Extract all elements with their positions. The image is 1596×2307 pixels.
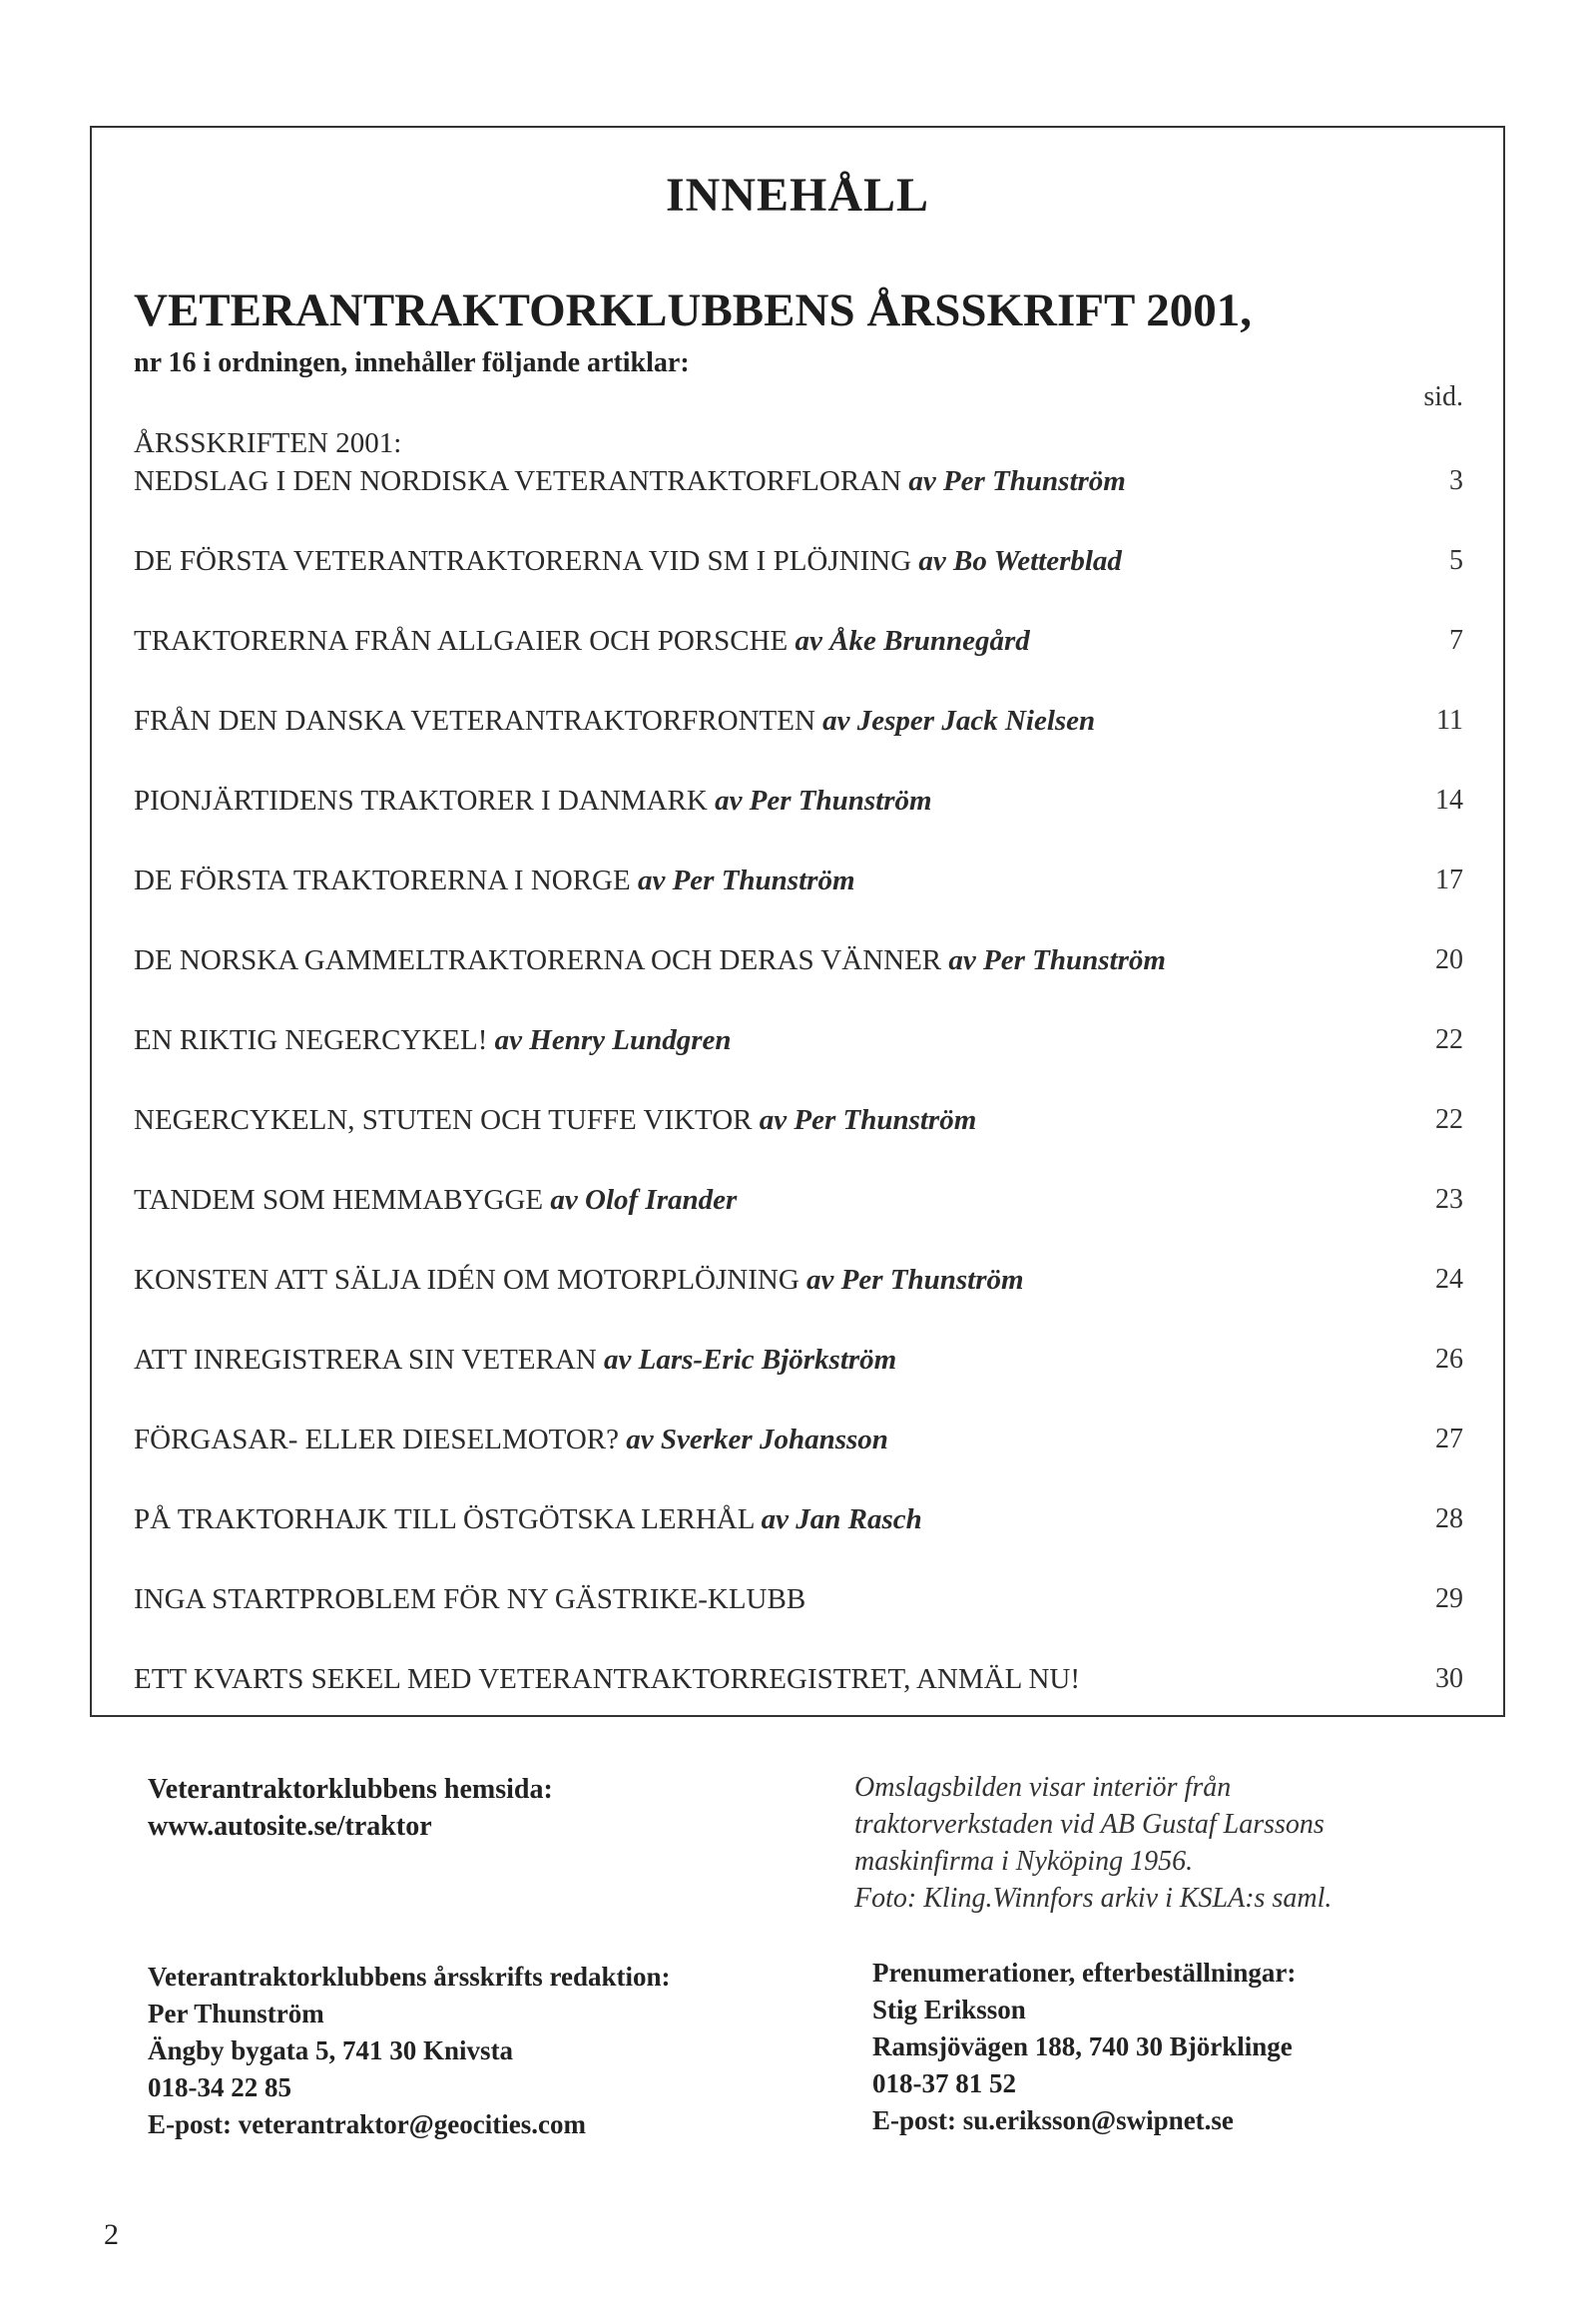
toc-entry xyxy=(134,1583,1463,1627)
toc-entry xyxy=(134,1424,1463,1467)
toc-entry-author: av Per Thunström xyxy=(806,1264,1024,1296)
cover-caption-line: Omslagsbilden visar interiör från xyxy=(854,1772,1232,1803)
toc-entry-text: TRAKTORERNA FRÅN ALLGAIER OCH PORSCHE xyxy=(134,625,789,657)
toc-entry-title xyxy=(134,1503,922,1536)
toc-entry xyxy=(134,1663,1463,1707)
toc-entry-text: TANDEM SOM HEMMABYGGE xyxy=(134,1184,544,1216)
toc-entry xyxy=(134,944,1463,988)
subscriptions-address: Ramsjövägen 188, 740 30 Björklinge xyxy=(872,2031,1293,2061)
subscriptions-label: Prenumerationer, efterbeställningar: xyxy=(872,1958,1297,1988)
toc-entry-text: PÅ TRAKTORHAJK TILL ÖSTGÖTSKA LERHÅL xyxy=(134,1503,755,1535)
toc-entry-text: FÖRGASAR- ELLER DIESELMOTOR? xyxy=(134,1424,620,1455)
toc-entry-author: av Per Thunström xyxy=(908,465,1126,497)
toc-entry-page: 14 xyxy=(1435,785,1463,816)
editorial-phone: 018-34 22 85 xyxy=(148,2072,291,2102)
toc-entry xyxy=(134,545,1463,589)
toc-entry-text: INGA STARTPROBLEM FÖR NY GÄSTRIKE-KLUBB xyxy=(134,1583,806,1615)
toc-entry-text: DE FÖRSTA VETERANTRAKTORERNA VID SM I PLÖJNING xyxy=(134,545,912,577)
subscriptions-email[interactable]: E-post: su.eriksson@swipnet.se xyxy=(872,2105,1234,2135)
cover-caption-line: traktorverkstaden vid AB Gustaf Larssons xyxy=(854,1809,1325,1840)
editorial-address: Ängby bygata 5, 741 30 Knivsta xyxy=(148,2035,514,2065)
toc-entry xyxy=(134,705,1463,749)
table-of-contents-box xyxy=(90,126,1505,1717)
toc-entry-text: EN RIKTIG NEGERCYKEL! xyxy=(134,1024,488,1056)
toc-entry-page: 11 xyxy=(1436,705,1463,736)
toc-entry xyxy=(134,1104,1463,1148)
toc-entry xyxy=(134,625,1463,669)
page-number: 2 xyxy=(104,2218,119,2251)
publication-intro: nr 16 i ordningen, innehåller följande artiklar: xyxy=(134,347,690,378)
toc-entry-title xyxy=(134,1424,888,1456)
editorial-contact xyxy=(148,1959,671,2143)
toc-entry-page: 3 xyxy=(1449,465,1463,496)
toc-entry-title xyxy=(134,625,1030,658)
toc-entry-prefix: ÅRSSKRIFTEN 2001: xyxy=(134,427,402,459)
toc-entry-title xyxy=(134,1583,805,1616)
toc-entry-page: 29 xyxy=(1435,1583,1463,1614)
toc-entry-text: KONSTEN ATT SÄLJA IDÉN OM MOTORPLÖJNING xyxy=(134,1264,799,1296)
toc-entry-author: av Lars-Eric Björkström xyxy=(604,1344,897,1376)
toc-entry xyxy=(134,1184,1463,1228)
toc-entry-author: av Jesper Jack Nielsen xyxy=(822,705,1096,737)
toc-entry-title xyxy=(134,1184,737,1217)
toc-entry-author: av Per Thunström xyxy=(637,865,855,896)
toc-entry-page: 22 xyxy=(1435,1024,1463,1055)
toc-entry-title xyxy=(134,1344,896,1377)
toc-entry-text: NEGERCYKELN, STUTEN OCH TUFFE VIKTOR xyxy=(134,1104,753,1136)
page-column-label: sid. xyxy=(1423,381,1463,412)
toc-entry-text: DE NORSKA GAMMELTRAKTORERNA OCH DERAS VÄNNER xyxy=(134,944,942,976)
homepage-label: Veterantraktorklubbens hemsida: xyxy=(148,1774,553,1805)
toc-entry-author: av Åke Brunnegård xyxy=(795,625,1030,657)
homepage-url[interactable]: www.autosite.se/traktor xyxy=(148,1811,432,1842)
toc-entry-page: 17 xyxy=(1435,865,1463,895)
toc-entry-author: av Per Thunström xyxy=(715,785,932,817)
subscriptions-name: Stig Eriksson xyxy=(872,1995,1026,2024)
toc-entry-text: DE FÖRSTA TRAKTORERNA I NORGE xyxy=(134,865,631,896)
toc-entry-text: NEDSLAG I DEN NORDISKA VETERANTRAKTORFLORAN xyxy=(134,465,902,497)
toc-entry-author: av Olof Irander xyxy=(550,1184,738,1216)
cover-caption xyxy=(854,1769,1331,1917)
editorial-email[interactable]: E-post: veterantraktor@geocities.com xyxy=(148,2109,586,2139)
toc-entry-title xyxy=(134,1663,1080,1696)
page-title: INNEHÅLL xyxy=(665,169,930,222)
toc-entry xyxy=(134,1344,1463,1388)
toc-entry-text: FRÅN DEN DANSKA VETERANTRAKTORFRONTEN xyxy=(134,705,815,737)
toc-entry-page: 24 xyxy=(1435,1264,1463,1295)
toc-entry-page: 22 xyxy=(1435,1104,1463,1135)
toc-entry-page: 27 xyxy=(1435,1424,1463,1454)
toc-entry-page: 28 xyxy=(1435,1503,1463,1534)
editorial-label: Veterantraktorklubbens årsskrifts redaktion: xyxy=(148,1962,671,1992)
editorial-name: Per Thunström xyxy=(148,1999,324,2028)
toc-entry-title xyxy=(134,1024,731,1057)
toc-entry-page: 5 xyxy=(1449,545,1463,576)
subscriptions-phone: 018-37 81 52 xyxy=(872,2068,1016,2098)
subscriptions-contact xyxy=(872,1955,1296,2139)
toc-entry-page: 26 xyxy=(1435,1344,1463,1375)
toc-entry-page: 30 xyxy=(1435,1663,1463,1694)
toc-entry-title xyxy=(134,944,1166,977)
toc-entry-author: av Sverker Johansson xyxy=(626,1424,888,1455)
toc-entry-text: PIONJÄRTIDENS TRAKTORER I DANMARK xyxy=(134,785,708,817)
toc-entry-title xyxy=(134,1264,1024,1297)
toc-entry-title xyxy=(134,865,855,897)
toc-entry-text: ATT INREGISTRERA SIN VETERAN xyxy=(134,1344,597,1376)
toc-entry-text: ETT KVARTS SEKEL MED VETERANTRAKTORREGISTRET, ANMÄL NU! xyxy=(134,1663,1081,1695)
publication-title: VETERANTRAKTORKLUBBENS ÅRSSKRIFT 2001, xyxy=(134,285,1252,336)
toc-entry-title xyxy=(134,705,1095,738)
toc-entry-title xyxy=(134,427,1126,498)
toc-entry-author: av Bo Wetterblad xyxy=(918,545,1122,577)
toc-entry xyxy=(134,1024,1463,1068)
toc-entry-author: av Per Thunström xyxy=(948,944,1166,976)
toc-entry xyxy=(134,427,1463,509)
toc-entry-page: 20 xyxy=(1435,944,1463,975)
toc-entry-author: av Jan Rasch xyxy=(761,1503,922,1535)
toc-entry xyxy=(134,865,1463,908)
toc-entry-page: 7 xyxy=(1449,625,1463,656)
toc-entry-page: 23 xyxy=(1435,1184,1463,1215)
toc-entry xyxy=(134,1503,1463,1547)
toc-entry-title xyxy=(134,785,932,818)
toc-entry-title xyxy=(134,1104,976,1137)
homepage-block xyxy=(148,1771,553,1845)
toc-entry-author: av Per Thunström xyxy=(759,1104,977,1136)
toc-entry-author: av Henry Lundgren xyxy=(494,1024,732,1056)
toc-entry xyxy=(134,1264,1463,1308)
toc-entry xyxy=(134,785,1463,829)
toc-entry-title xyxy=(134,545,1122,578)
cover-caption-line: maskinfirma i Nyköping 1956. xyxy=(854,1846,1194,1877)
cover-caption-line: Foto: Kling.Winnfors arkiv i KSLA:s saml. xyxy=(854,1883,1332,1914)
